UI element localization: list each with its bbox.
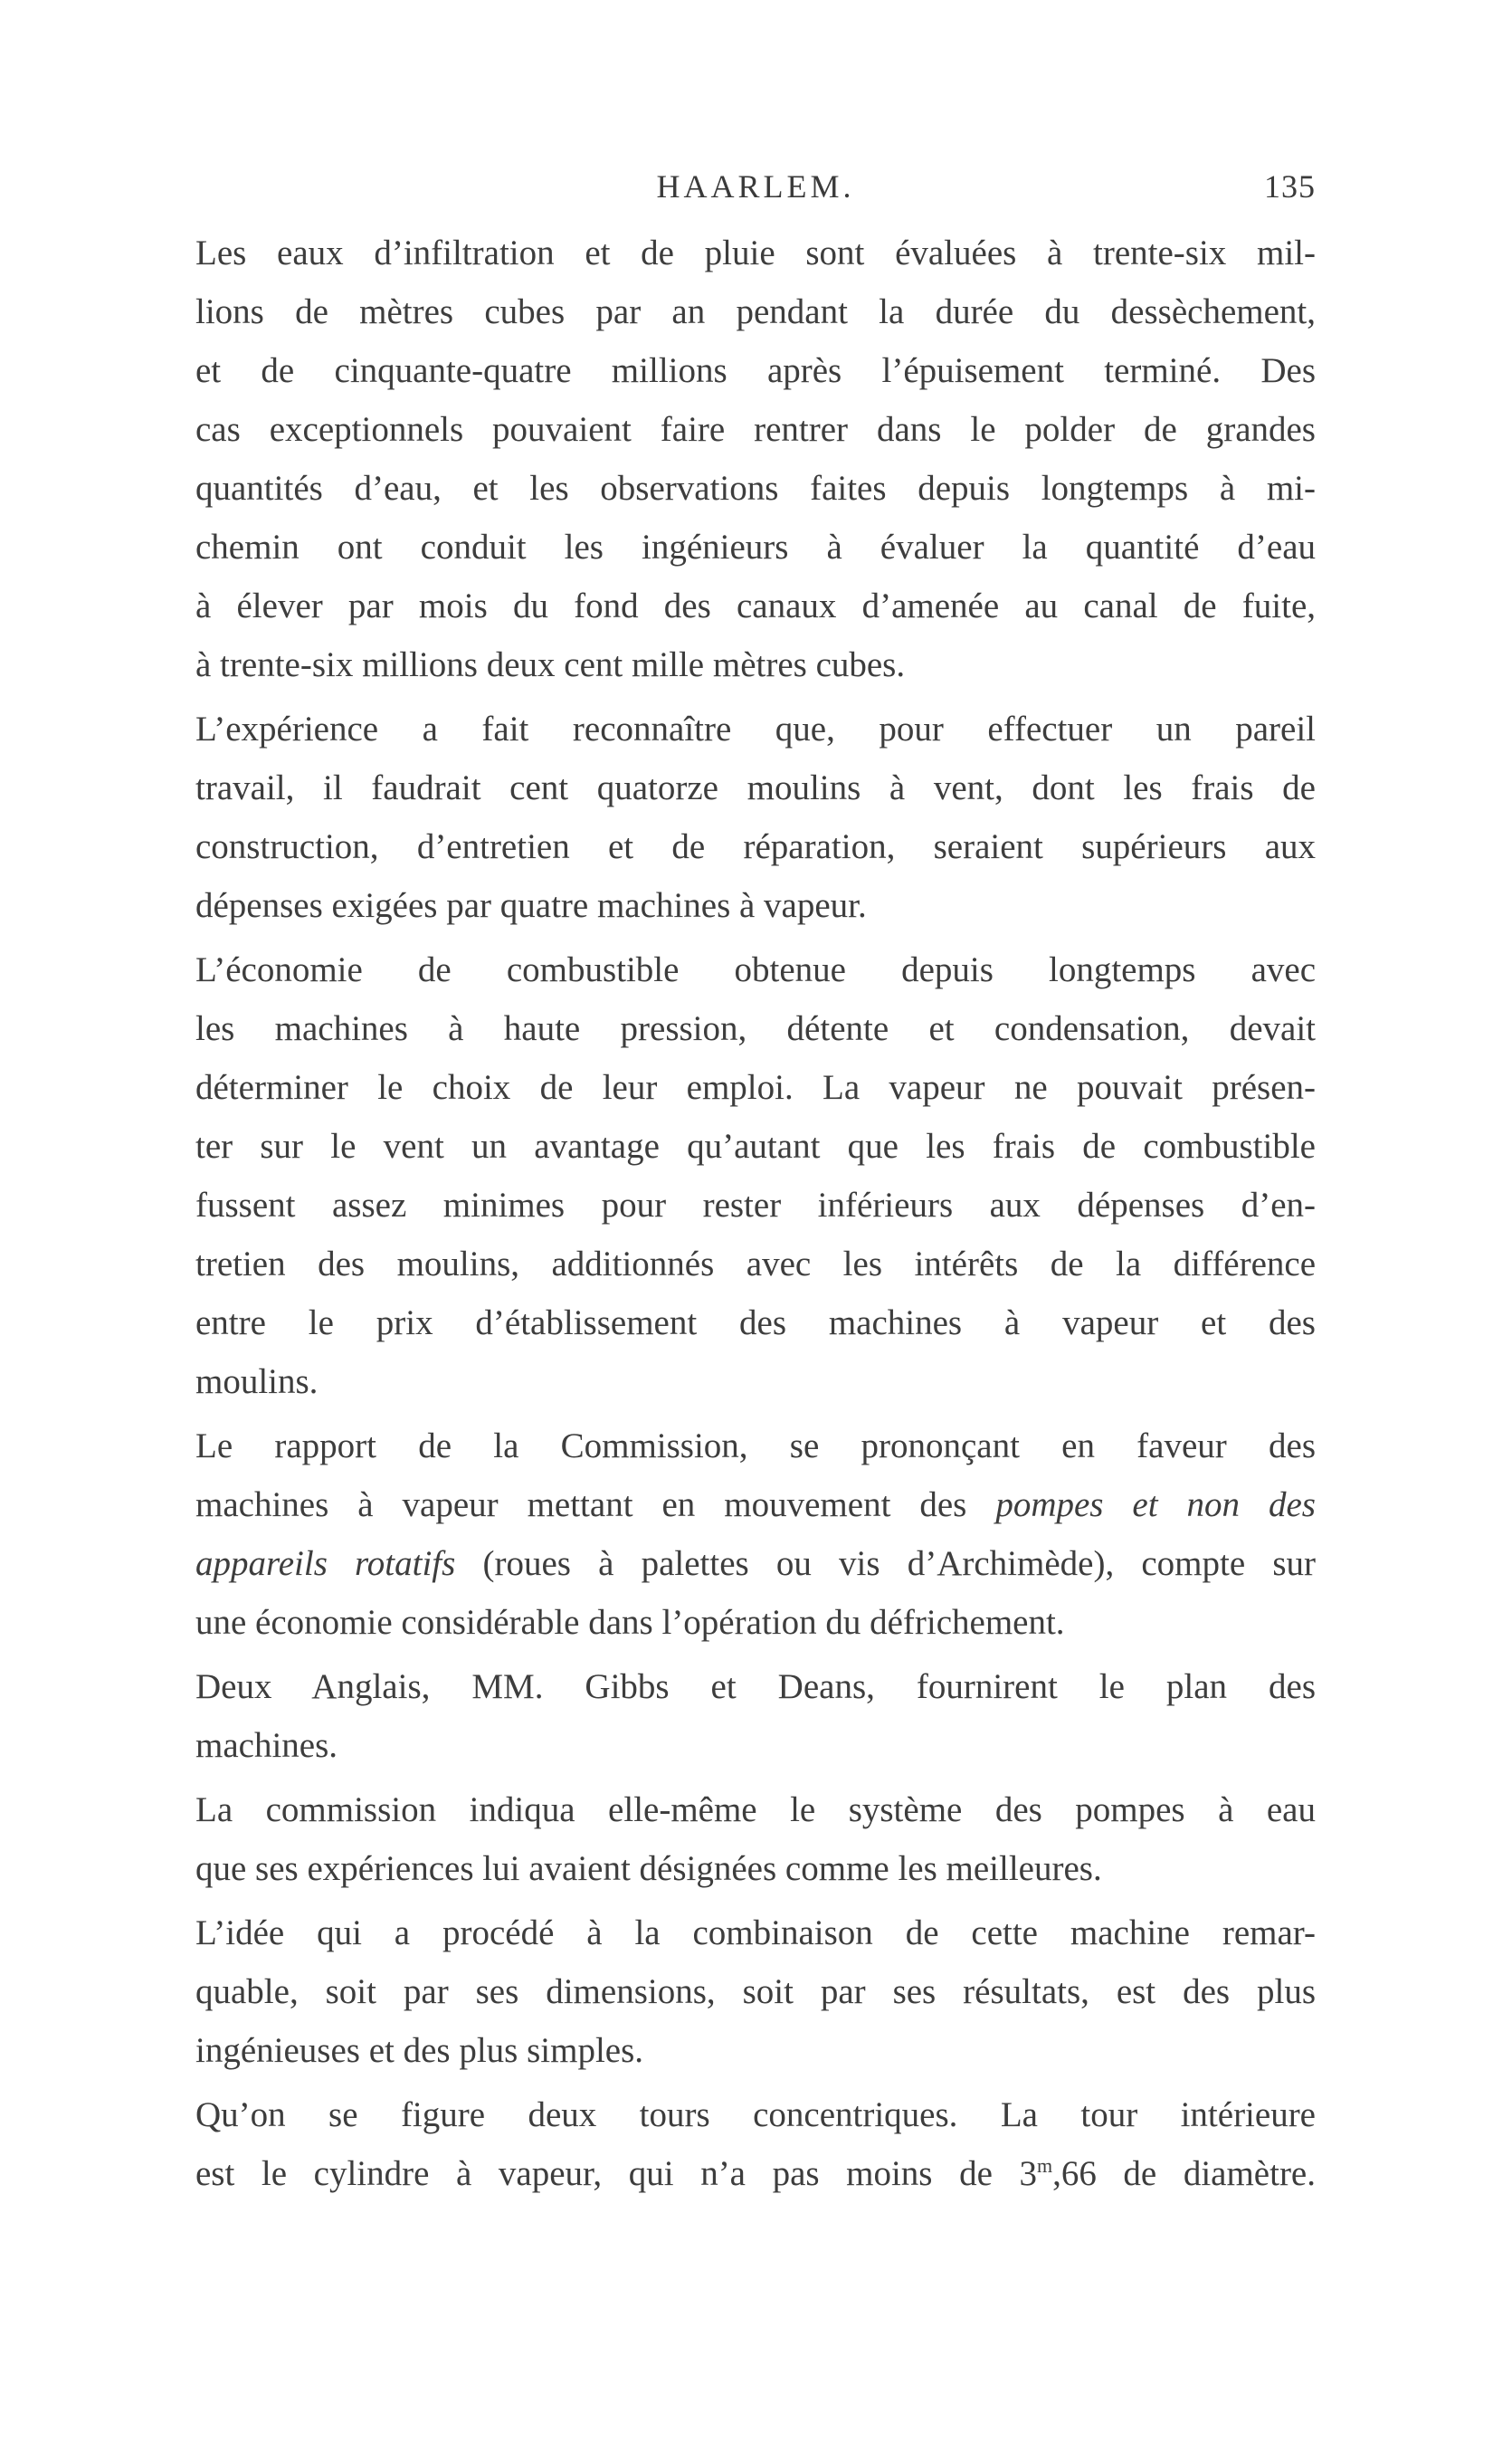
text-line: lions de mètres cubes par an pendant la durée du dessèchement, — [195, 292, 1316, 331]
text-line: cas exceptionnels pouvaient faire rentrer dans le polder de grandes — [195, 410, 1316, 449]
text-run: ,66 de diamètre. — [1052, 2154, 1316, 2193]
running-title: HAARLEM. — [656, 168, 855, 205]
paragraph-5 — [195, 1657, 1316, 1775]
text-line: Qu’on se figure deux tours concentriques. La tour intérieure — [195, 2095, 1316, 2134]
text-line: L’expérience a fait reconnaître que, pour effectuer un pareil — [195, 710, 1316, 749]
italic-text: pompes et non des — [995, 1485, 1316, 1524]
text-line: les machines à haute pression, détente et condensation, devait — [195, 1009, 1316, 1048]
text-line: à trente-six millions deux cent mille mètres cubes. — [195, 645, 906, 684]
text-line: quable, soit par ses dimensions, soit par ses résultats, est des plus — [195, 1972, 1316, 2011]
text-line: et de cinquante-quatre millions après l’épuisement terminé. Des — [195, 351, 1316, 390]
text-run: (roues à palettes ou vis d’Archimède), compte sur — [455, 1544, 1316, 1583]
text-line: Deux Anglais, MM. Gibbs et Deans, fournirent le plan des — [195, 1667, 1316, 1706]
superscript-unit: m — [1036, 2154, 1053, 2177]
text-line: tretien des moulins, additionnés avec les intérêts de la différence — [195, 1245, 1316, 1283]
text-run: est le cylindre à vapeur, qui n’a pas moins de 3 — [195, 2154, 1037, 2193]
text-line: machines. — [195, 1726, 338, 1765]
text-line: moulins. — [195, 1362, 319, 1401]
text-line: chemin ont conduit les ingénieurs à évaluer la quantité d’eau — [195, 528, 1316, 567]
text-line: ter sur le vent un avantage qu’autant que les frais de combustible — [195, 1127, 1316, 1166]
body-text — [195, 224, 1316, 2208]
text-line: quantités d’eau, et les observations faites depuis longtemps à mi- — [195, 469, 1316, 508]
text-line: entre le prix d’établissement des machines à vapeur et des — [195, 1303, 1316, 1342]
text-line: L’idée qui a procédé à la combinaison de cette machine remar- — [195, 1913, 1316, 1952]
text-line: La commission indiqua elle-même le système des pompes à eau — [195, 1790, 1316, 1829]
paragraph-6 — [195, 1780, 1316, 1898]
page-number: 135 — [1264, 168, 1316, 205]
text-line: une économie considérable dans l’opération du défrichement. — [195, 1603, 1065, 1642]
paragraph-2 — [195, 700, 1316, 935]
paragraph-3 — [195, 940, 1316, 1411]
text-line: déterminer le choix de leur emploi. La vapeur ne pouvait présen- — [195, 1068, 1316, 1107]
text-line: L’économie de combustible obtenue depuis longtemps avec — [195, 950, 1316, 989]
text-line: travail, il faudrait cent quatorze moulins à vent, dont les frais de — [195, 768, 1316, 807]
text-line: dépenses exigées par quatre machines à vapeur. — [195, 886, 867, 925]
italic-text: appareils rotatifs — [195, 1544, 456, 1583]
text-line: à élever par mois du fond des canaux d’amenée au canal de fuite, — [195, 587, 1316, 625]
paragraph-4 — [195, 1417, 1316, 1652]
text-line — [195, 2144, 1316, 2203]
page-header — [195, 167, 1316, 213]
paragraph-7 — [195, 1903, 1316, 2080]
text-line: fussent assez minimes pour rester inférieurs aux dépenses d’en- — [195, 1186, 1316, 1225]
paragraph-8 — [195, 2085, 1316, 2203]
text-line: Les eaux d’infiltration et de pluie sont évaluées à trente-six mil- — [195, 234, 1316, 272]
text-line: que ses expériences lui avaient désignées comme les meilleures. — [195, 1849, 1102, 1888]
text-run: machines à vapeur mettant en mouvement des — [195, 1485, 996, 1524]
text-line: ingénieuses et des plus simples. — [195, 2031, 644, 2070]
text-line — [195, 1475, 1316, 1534]
paragraph-1 — [195, 224, 1316, 694]
text-line: construction, d’entretien et de réparation, seraient supérieurs aux — [195, 827, 1316, 866]
text-line — [195, 1534, 1316, 1593]
text-line: Le rapport de la Commission, se prononçant en faveur des — [195, 1426, 1316, 1465]
